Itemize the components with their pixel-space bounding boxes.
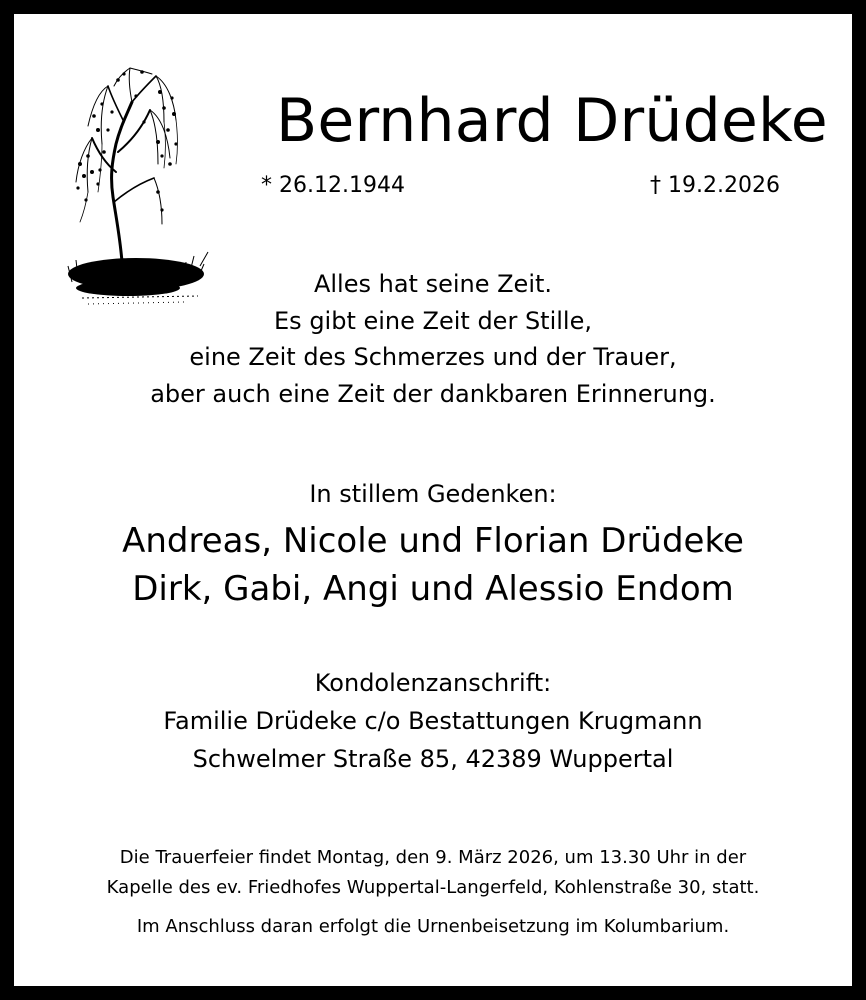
service-line: Die Trauerfeier findet Montag, den 9. März 2026, um 13.30 Uhr in der (119, 847, 747, 868)
poem-line: Alles hat seine Zeit. (313, 270, 553, 298)
condolence-heading: Kondolenzanschrift: (314, 669, 552, 697)
death-date: † 19.2.2026 (650, 173, 780, 198)
mourning-heading: In stillem Gedenken: (309, 480, 557, 508)
deceased-name: Bernhard Drüdeke (276, 86, 828, 156)
burial-info: Im Anschluss daran erfolgt die Urnenbeisetzung im Kolumbarium. (136, 916, 730, 937)
condolence-recipient: Familie Drüdeke c/o Bestattungen Krugmann (163, 707, 703, 735)
condolence-address (14, 664, 852, 778)
condolence-street: Schwelmer Straße 85, 42389 Wuppertal (192, 745, 674, 773)
mourner-line: Dirk, Gabi, Angi und Alessio Endom (132, 569, 734, 609)
mourners-list (14, 517, 852, 613)
funeral-service-info (14, 843, 852, 903)
poem-line: aber auch eine Zeit der dankbaren Erinnerung. (150, 379, 716, 408)
poem-line: eine Zeit des Schmerzes und der Trauer, (189, 343, 677, 371)
service-line: Kapelle des ev. Friedhofes Wuppertal-Langerfeld, Kohlenstraße 30, statt. (106, 877, 760, 898)
birth-date: * 26.12.1944 (261, 173, 405, 198)
poem-line: Es gibt eine Zeit der Stille, (274, 306, 592, 335)
poem (14, 266, 852, 412)
obituary-notice (14, 14, 852, 986)
mourner-line: Andreas, Nicole und Florian Drüdeke (122, 521, 744, 561)
